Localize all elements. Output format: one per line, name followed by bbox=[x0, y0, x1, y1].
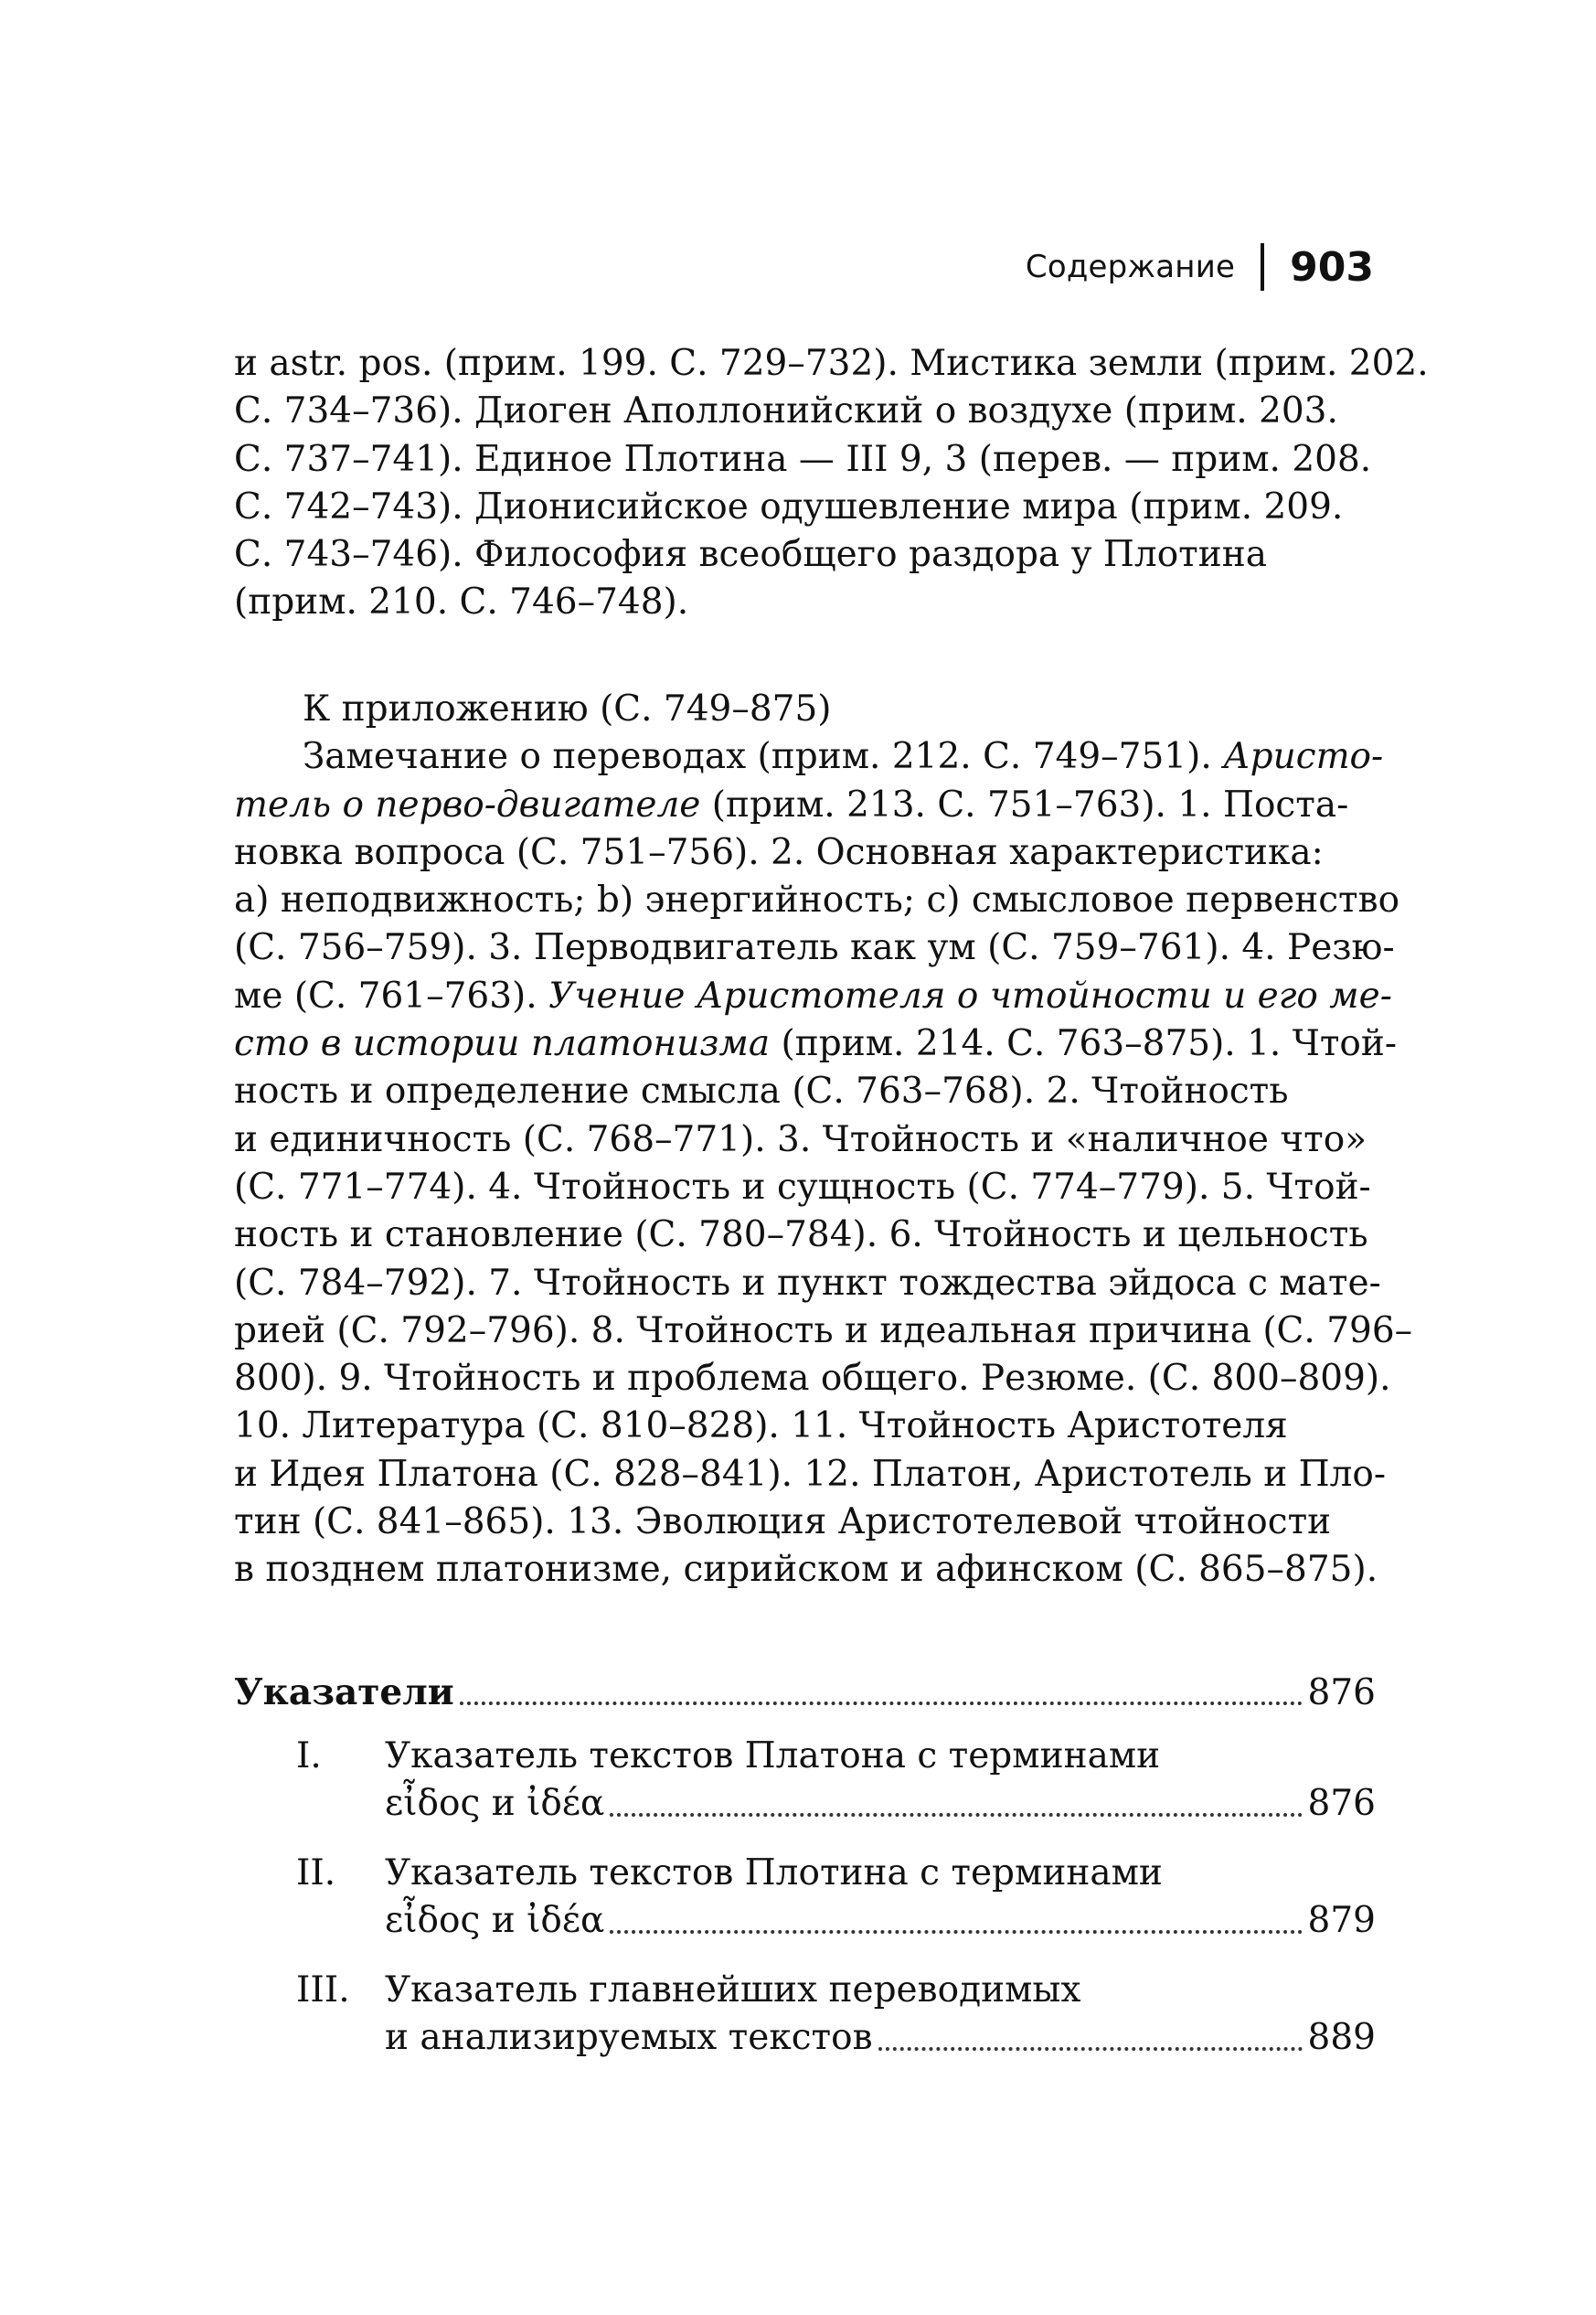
text-line: в позднем платонизме, сирийском и афинском (С. 865–875). bbox=[234, 1549, 1378, 1591]
text-line: a) неподвижность; b) энергийность; c) смысловое первенство bbox=[234, 880, 1400, 922]
text-line: новка вопроса (С. 751–756). 2. Основная характеристика: bbox=[234, 831, 1324, 873]
dot-leader bbox=[460, 1702, 1303, 1705]
italic-title: сто в истории платонизма bbox=[234, 1023, 771, 1065]
running-header bbox=[1026, 240, 1374, 294]
entry-title-cont: εἶδος и ἰδέα bbox=[385, 1900, 605, 1941]
text-line: и astr. pos. (прим. 199. С. 729–732). Мистика земли (прим. 202. bbox=[234, 343, 1429, 384]
text-line: С. 742–743). Дионисийское одушевление мира (прим. 209. bbox=[234, 485, 1344, 528]
entry-number: III. bbox=[296, 1969, 350, 2011]
text-line: С. 737–741). Единое Плотина — III 9, 3 (перев. — прим. 208. bbox=[234, 438, 1372, 480]
text-line: (прим. 210. С. 746–748). bbox=[234, 581, 689, 624]
dot-leader bbox=[610, 1930, 1302, 1934]
entry-page: 876 bbox=[1307, 1783, 1376, 1824]
text-line: ме (С. 761–763). Учение Аристотеля о чтойности и его ме- bbox=[234, 975, 1392, 1017]
index-page: 876 bbox=[1307, 1672, 1376, 1713]
entry-page: 879 bbox=[1307, 1900, 1376, 1941]
text-line: тель о перво-двигателе (прим. 213. С. 751–763). 1. Поста- bbox=[234, 784, 1349, 826]
index-heading: Указатели bbox=[234, 1671, 454, 1713]
text-line: 800). 9. Чтойность и проблема общего. Резюме. (С. 800–809). bbox=[234, 1358, 1391, 1400]
text-line: (С. 784–792). 7. Чтойность и пункт тождества эйдоса с мате- bbox=[234, 1262, 1381, 1304]
paragraph-continued bbox=[234, 340, 1429, 627]
text-line: С. 743–746). Философия всеобщего раздора у Плотина bbox=[234, 534, 1267, 576]
text-line: тин (С. 841–865). 13. Эволюция Аристотелевой чтойности bbox=[234, 1501, 1332, 1543]
index-heading-entry bbox=[234, 1669, 1376, 1716]
header-divider bbox=[1261, 243, 1264, 291]
text-line: ность и определение смысла (С. 763–768). 2. Чтойность bbox=[234, 1071, 1289, 1113]
dot-leader bbox=[878, 2047, 1303, 2051]
entry-title: Указатель текстов Платона с терминами bbox=[385, 1735, 1161, 1776]
text-line: ность и становление (С. 780–784). 6. Чтойность и цельность bbox=[234, 1214, 1368, 1256]
text-line: С. 734–736). Диоген Аполлонийский о воздухе (прим. 203. bbox=[234, 390, 1338, 432]
text-line: (С. 756–759). 3. Перводвигатель как ум (С. 759–761). 4. Резю- bbox=[234, 927, 1395, 969]
italic-title: Учение Аристотеля о чтойности и его ме- bbox=[548, 975, 1392, 1017]
dot-leader bbox=[610, 1813, 1302, 1817]
running-title: Содержание bbox=[1025, 249, 1236, 285]
text-line: и Идея Платона (С. 828–841). 12. Платон, Аристотель и Пло- bbox=[234, 1453, 1387, 1495]
section-heading: К приложению (С. 749–875) bbox=[303, 688, 832, 730]
page-number: 903 bbox=[1290, 243, 1374, 291]
entry-number: II. bbox=[296, 1852, 336, 1894]
italic-title: тель о перво-двигателе bbox=[234, 784, 701, 826]
text-line: и единичность (С. 768–771). 3. Чтойность и «наличное что» bbox=[234, 1118, 1367, 1160]
entry-page: 889 bbox=[1307, 2017, 1376, 2058]
entry-title-cont: εἶδος и ἰδέα bbox=[385, 1783, 605, 1824]
text-line: рией (С. 792–796). 8. Чтойность и идеальная причина (С. 796– bbox=[234, 1309, 1413, 1351]
text-line: сто в истории платонизма (прим. 214. С. 763–875). 1. Чтой- bbox=[234, 1023, 1398, 1065]
italic-title: Аристо- bbox=[1223, 736, 1384, 778]
entry-title: Указатель главнейших переводимых bbox=[385, 1969, 1081, 2011]
text-line: 10. Литература (С. 810–828). 11. Чтойность Аристотеля bbox=[234, 1405, 1288, 1447]
text-line: (С. 771–774). 4. Чтойность и сущность (С. 774–779). 5. Чтой- bbox=[234, 1166, 1371, 1208]
entry-number: I. bbox=[296, 1735, 322, 1776]
entry-title-cont: и анализируемых текстов bbox=[385, 2017, 873, 2058]
text-line: Замечание о переводах (прим. 212. С. 749–751). Аристо- bbox=[303, 736, 1384, 778]
appendix-section bbox=[234, 686, 1413, 1595]
entry-title: Указатель текстов Плотина с терминами bbox=[385, 1852, 1163, 1894]
